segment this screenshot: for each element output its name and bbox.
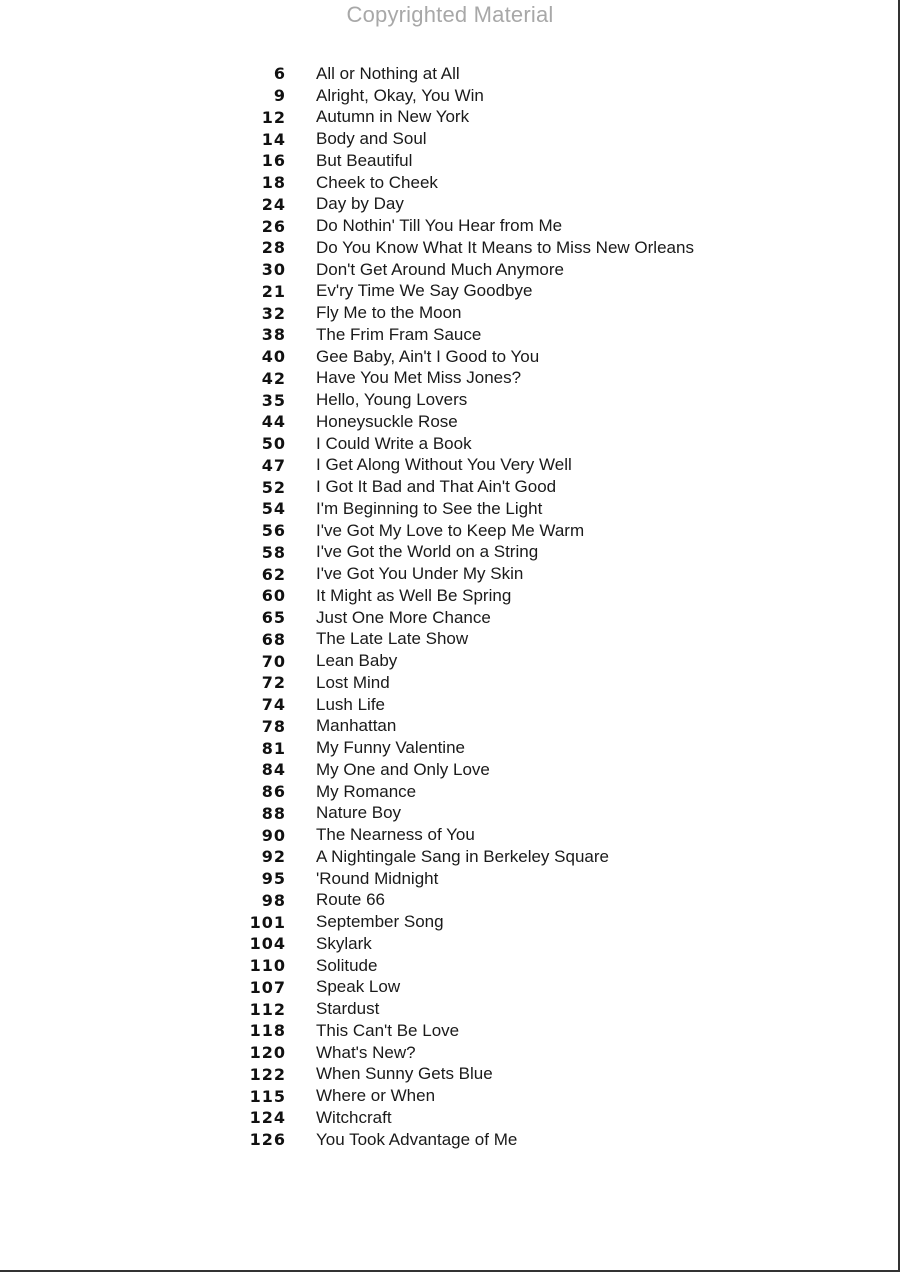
- song-title: Body and Soul: [316, 129, 427, 149]
- song-title: It Might as Well Be Spring: [316, 585, 512, 605]
- song-title: My One and Only Love: [316, 759, 490, 779]
- song-page-number: 62: [261, 564, 286, 584]
- song-page-number: 78: [261, 716, 286, 736]
- song-page-number: 56: [261, 521, 286, 541]
- song-entry: [240, 563, 800, 585]
- song-title: Nature Boy: [316, 803, 402, 823]
- song-page-number: 98: [261, 890, 286, 910]
- song-page-number: 92: [261, 847, 286, 867]
- song-entry: [240, 172, 800, 194]
- song-entry: [240, 672, 800, 694]
- song-entry: [240, 716, 800, 738]
- song-page-number: 26: [261, 216, 286, 236]
- song-title: Stardust: [316, 999, 380, 1019]
- song-entry: [240, 215, 800, 237]
- song-entry: [240, 237, 800, 259]
- song-entry: [240, 607, 800, 629]
- song-title: What's New?: [316, 1042, 416, 1062]
- song-page-number: 72: [261, 673, 286, 693]
- song-page-number: 65: [261, 608, 286, 628]
- song-page-number: 38: [261, 325, 286, 345]
- song-title: My Funny Valentine: [316, 738, 465, 758]
- song-entry: [240, 998, 800, 1020]
- song-title: All or Nothing at All: [316, 63, 460, 83]
- song-page-number: 88: [261, 803, 286, 823]
- song-title: Route 66: [316, 890, 385, 910]
- song-title: Speak Low: [316, 977, 401, 997]
- song-page-number: 95: [261, 869, 286, 889]
- song-entry: [240, 1129, 800, 1151]
- song-title: The Nearness of You: [316, 825, 475, 845]
- song-entry: [240, 1085, 800, 1107]
- song-title: Alright, Okay, You Win: [316, 85, 484, 105]
- song-entry: [240, 759, 800, 781]
- song-title: Solitude: [316, 955, 378, 975]
- song-entry: [240, 194, 800, 216]
- song-title: Don't Get Around Much Anymore: [316, 259, 564, 279]
- song-entry: [240, 63, 800, 85]
- song-title: My Romance: [316, 781, 417, 801]
- song-title: You Took Advantage of Me: [316, 1129, 518, 1149]
- song-entry: [240, 1064, 800, 1086]
- song-page-number: 118: [249, 1021, 286, 1041]
- song-entry: [240, 498, 800, 520]
- song-page-number: 47: [261, 455, 286, 475]
- song-entry: [240, 694, 800, 716]
- song-title: This Can't Be Love: [316, 1020, 460, 1040]
- song-page-number: 16: [261, 151, 286, 171]
- song-title: Cheek to Cheek: [316, 172, 438, 192]
- song-page-number: 74: [261, 695, 286, 715]
- song-page-number: 21: [261, 281, 286, 301]
- song-page-number: 9: [273, 86, 286, 106]
- song-entry: [240, 585, 800, 607]
- song-entry: [240, 911, 800, 933]
- song-title: Fly Me to the Moon: [316, 303, 462, 323]
- song-title: A Nightingale Sang in Berkeley Square: [316, 846, 609, 866]
- song-page-number: 50: [261, 434, 286, 454]
- song-title: I Get Along Without You Very Well: [316, 455, 572, 475]
- song-entry: [240, 803, 800, 825]
- song-page-number: 122: [249, 1064, 286, 1084]
- song-title: I've Got the World on a String: [316, 542, 539, 562]
- song-entry: [240, 890, 800, 912]
- song-title: I Could Write a Book: [316, 433, 472, 453]
- song-entry: [240, 346, 800, 368]
- song-title: Day by Day: [316, 194, 404, 214]
- song-entry: [240, 781, 800, 803]
- song-page-number: 30: [261, 260, 286, 280]
- song-page-number: 54: [261, 499, 286, 519]
- song-entry: [240, 128, 800, 150]
- song-title: Where or When: [316, 1086, 436, 1106]
- song-title: Lost Mind: [316, 672, 390, 692]
- song-title: Gee Baby, Ain't I Good to You: [316, 346, 540, 366]
- song-title: 'Round Midnight: [316, 868, 439, 888]
- song-entry: [240, 302, 800, 324]
- song-entry: [240, 259, 800, 281]
- song-entry: [240, 868, 800, 890]
- song-page-number: 44: [261, 412, 286, 432]
- song-page-number: 12: [261, 107, 286, 127]
- song-title: Hello, Young Lovers: [316, 390, 468, 410]
- song-contents-list: [240, 63, 800, 1151]
- song-page-number: 90: [261, 825, 286, 845]
- song-page-number: 124: [249, 1108, 286, 1128]
- song-page-number: 14: [261, 129, 286, 149]
- song-page-number: 86: [261, 782, 286, 802]
- song-title: Honeysuckle Rose: [316, 411, 458, 431]
- song-title: Have You Met Miss Jones?: [316, 368, 522, 388]
- song-entry: [240, 476, 800, 498]
- song-entry: [240, 281, 800, 303]
- song-page-number: 58: [261, 542, 286, 562]
- song-page-number: 6: [273, 64, 286, 84]
- song-entry: [240, 977, 800, 999]
- song-entry: [240, 933, 800, 955]
- song-entry: [240, 85, 800, 107]
- song-title: The Frim Fram Sauce: [316, 324, 482, 344]
- song-title: I'm Beginning to See the Light: [316, 498, 543, 518]
- song-title: Skylark: [316, 933, 372, 953]
- song-page-number: 68: [261, 629, 286, 649]
- song-title: I've Got My Love to Keep Me Warm: [316, 520, 585, 540]
- song-page-number: 40: [261, 347, 286, 367]
- song-entry: [240, 433, 800, 455]
- song-entry: [240, 411, 800, 433]
- song-title: Do Nothin' Till You Hear from Me: [316, 216, 563, 236]
- song-title: Lush Life: [316, 694, 385, 714]
- song-entry: [240, 824, 800, 846]
- song-title: But Beautiful: [316, 150, 413, 170]
- song-page-number: 42: [261, 368, 286, 388]
- song-title: Autumn in New York: [316, 107, 470, 127]
- song-entry: [240, 324, 800, 346]
- song-page-number: 84: [261, 760, 286, 780]
- song-title: Ev'ry Time We Say Goodbye: [316, 281, 533, 301]
- song-title: I've Got You Under My Skin: [316, 564, 524, 584]
- song-title: Manhattan: [316, 716, 397, 736]
- song-title: Lean Baby: [316, 651, 398, 671]
- song-title: I Got It Bad and That Ain't Good: [316, 477, 557, 497]
- song-title: September Song: [316, 912, 444, 932]
- song-page-number: 81: [261, 738, 286, 758]
- song-page-number: 32: [261, 303, 286, 323]
- song-entry: [240, 389, 800, 411]
- song-entry: [240, 107, 800, 129]
- song-entry: [240, 650, 800, 672]
- song-page-number: 35: [261, 390, 286, 410]
- song-page-number: 115: [249, 1086, 286, 1106]
- song-title: Do You Know What It Means to Miss New Orleans: [316, 237, 694, 257]
- song-entry: [240, 737, 800, 759]
- song-entry: [240, 542, 800, 564]
- song-page-number: 126: [249, 1130, 286, 1150]
- song-entry: [240, 520, 800, 542]
- song-title: Just One More Chance: [316, 607, 491, 627]
- song-entry: [240, 1020, 800, 1042]
- song-page-number: 28: [261, 238, 286, 258]
- copyright-watermark: Copyrighted Material: [346, 2, 554, 27]
- song-entry: [240, 455, 800, 477]
- song-title: The Late Late Show: [316, 629, 469, 649]
- song-page-number: 112: [249, 999, 286, 1019]
- song-page-number: 24: [261, 194, 286, 214]
- song-entry: [240, 150, 800, 172]
- song-page-number: 52: [261, 477, 286, 497]
- song-entry: [240, 1107, 800, 1129]
- song-entry: [240, 368, 800, 390]
- song-page-number: 107: [249, 977, 286, 997]
- song-page-number: 101: [249, 912, 286, 932]
- song-page-number: 110: [249, 956, 286, 976]
- song-title: Witchcraft: [316, 1107, 392, 1127]
- song-entry: [240, 955, 800, 977]
- song-entry: [240, 846, 800, 868]
- song-page-number: 18: [261, 173, 286, 193]
- song-title: When Sunny Gets Blue: [316, 1064, 493, 1084]
- song-page-number: 70: [261, 651, 286, 671]
- song-entry: [240, 629, 800, 651]
- song-page-number: 60: [261, 586, 286, 606]
- song-page-number: 120: [249, 1043, 286, 1063]
- song-entry: [240, 1042, 800, 1064]
- song-page-number: 104: [249, 934, 286, 954]
